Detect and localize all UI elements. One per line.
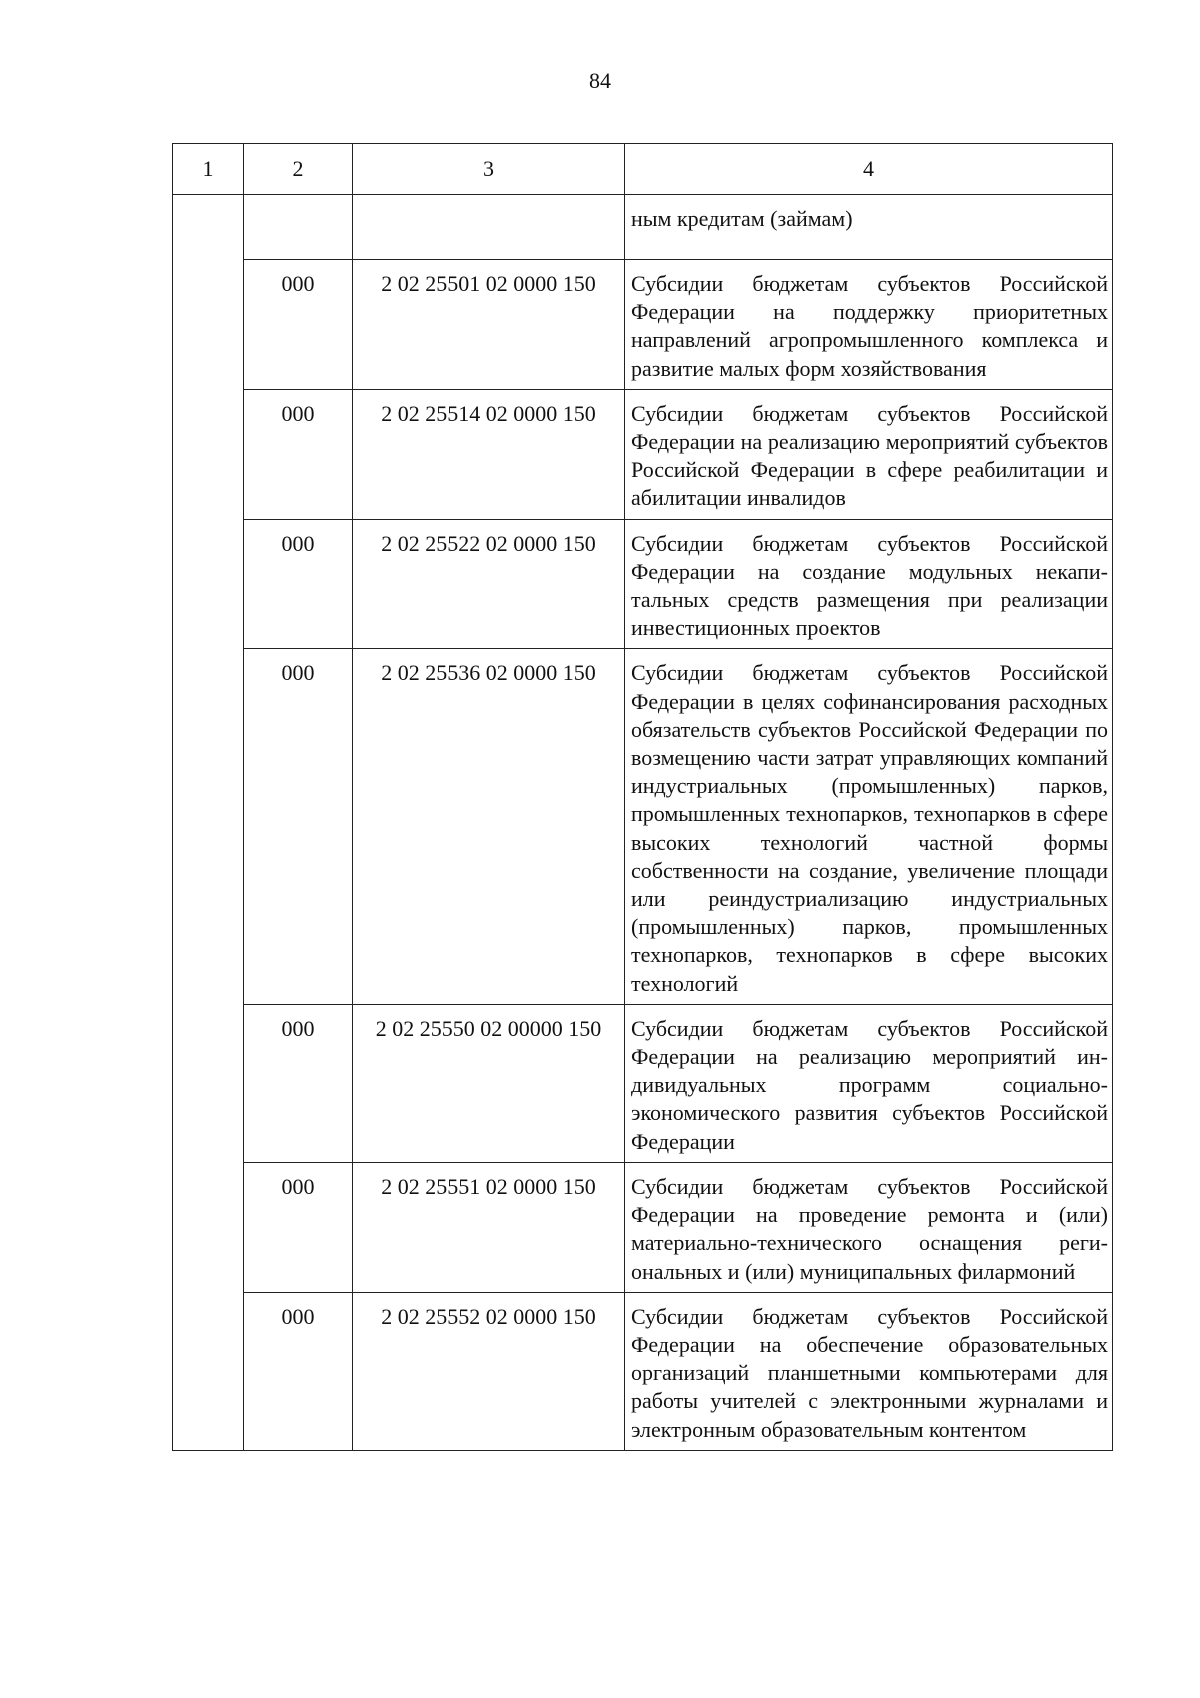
table-body: [173, 195, 1113, 1451]
header-row: [173, 144, 1113, 195]
description-cell: Субсидии бюджетам субъектов Российской Федерации на проведение ремонта и (или) материально-технического оснащения региональных и (или) муниципальных филармоний: [625, 1162, 1113, 1292]
merged-column-1-cell: [173, 195, 244, 1451]
table-row: [173, 1162, 1113, 1292]
table-row: [173, 1004, 1113, 1162]
table-row: [173, 389, 1113, 519]
table-row: [173, 519, 1113, 649]
admin-code-cell: 000: [244, 649, 353, 1004]
description-cell: Субсидии бюджетам субъектов Российской Федерации на создание модульных некапитальных средств размещения при реализации инвестиционных проектов: [625, 519, 1113, 649]
budget-code-cell: 2 02 25501 02 0000 150: [353, 260, 625, 390]
header-col-4: 4: [625, 144, 1113, 195]
description-cell: Субсидии бюджетам субъектов Российской Федерации на поддержку приоритетных направлений агропромышленного комплекса и развитие малых форм хозяйствования: [625, 260, 1113, 390]
admin-code-cell: 000: [244, 260, 353, 390]
budget-code-cell: 2 02 25552 02 0000 150: [353, 1292, 625, 1450]
table-row: [173, 260, 1113, 390]
budget-code-cell: 2 02 25536 02 0000 150: [353, 649, 625, 1004]
admin-code-cell: 000: [244, 389, 353, 519]
continuation-text: ным кредитам (займам): [625, 195, 1113, 260]
table-row-continuation: [173, 195, 1113, 260]
budget-code-cell: 2 02 25522 02 0000 150: [353, 519, 625, 649]
admin-code-cell: 000: [244, 1162, 353, 1292]
table-row: [173, 1292, 1113, 1450]
admin-code-cell: 000: [244, 519, 353, 649]
empty-code-cell: [244, 195, 353, 260]
table-row: [173, 649, 1113, 1004]
description-cell: Субсидии бюджетам субъектов Российской Федерации на реализацию мероприятий субъектов Российской Федерации в сфере реабилитации и абилитации инвалидов: [625, 389, 1113, 519]
description-cell: Субсидии бюджетам субъектов Российской Федерации на обеспечение образовательных организаций планшетными компьютерами для работы учителей с электронными журналами и электронным образовательным контентом: [625, 1292, 1113, 1450]
header-col-2: 2: [244, 144, 353, 195]
description-cell: Субсидии бюджетам субъектов Российской Федерации на реализацию мероприятий индивидуальных программ социально-экономического развития субъектов Российской Федерации: [625, 1004, 1113, 1162]
table-header: [173, 144, 1113, 195]
budget-revenue-table: [172, 143, 1113, 1451]
budget-code-cell: 2 02 25550 02 00000 150: [353, 1004, 625, 1162]
budget-code-cell: 2 02 25551 02 0000 150: [353, 1162, 625, 1292]
budget-code-cell: 2 02 25514 02 0000 150: [353, 389, 625, 519]
empty-kbk-cell: [353, 195, 625, 260]
admin-code-cell: 000: [244, 1292, 353, 1450]
header-col-3: 3: [353, 144, 625, 195]
admin-code-cell: 000: [244, 1004, 353, 1162]
page-number: 84: [589, 68, 611, 93]
header-col-1: 1: [173, 144, 244, 195]
description-cell: Субсидии бюджетам субъектов Российской Федерации в целях софинансирования расходных обязательств субъектов Российской Федерации по возмещению части затрат управляющих компаний индустриальных (промышленных) парков, промышленных технопарков, технопарков в сфере высоких технологий частной формы собственности на создание, увеличение площади или реиндустриализацию индустриальных (промышленных) парков, промышленных технопарков, технопарков в сфере высоких технологий: [625, 649, 1113, 1004]
